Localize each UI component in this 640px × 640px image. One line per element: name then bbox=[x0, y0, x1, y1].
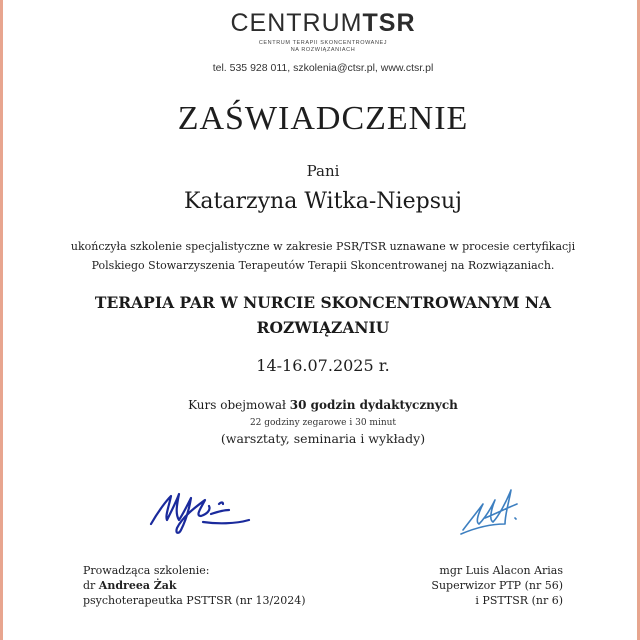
left-signature-stroke bbox=[151, 494, 249, 533]
left-signer-name-line bbox=[83, 578, 343, 593]
course-hours-bold: 30 godzin dydaktycznych bbox=[289, 398, 458, 412]
course-title-line-1: TERAPIA PAR W NURCIE SKONCENTROWANYM NA bbox=[94, 293, 552, 312]
logo-wordmark-bold: TSR bbox=[362, 9, 416, 37]
left-signature-image bbox=[145, 480, 255, 540]
recipient-name: Katarzyna Witka-Niepsuj bbox=[184, 189, 462, 214]
left-signer-title: dr bbox=[83, 579, 99, 592]
right-signer-block bbox=[343, 563, 563, 608]
right-signer-role: Superwizor PTP (nr 56) bbox=[431, 579, 563, 592]
right-signer-name: mgr Luis Alacon Arias bbox=[439, 564, 563, 577]
right-signature-image bbox=[455, 478, 545, 538]
left-signer-block bbox=[83, 563, 343, 608]
salutation: Pani bbox=[306, 162, 340, 180]
course-hours-prefix: Kurs obejmował bbox=[188, 398, 290, 412]
left-signer-name: Andreea Żak bbox=[98, 579, 177, 592]
course-format: (warsztaty, seminaria i wykłady) bbox=[220, 431, 426, 446]
clock-hours: 22 godziny zegarowe i 30 minut bbox=[249, 418, 397, 428]
certificate-title: ZAŚWIADCZENIE bbox=[177, 100, 469, 137]
logo-wordmark-light: CENTRUM bbox=[230, 9, 363, 37]
left-signer-role: Prowadząca szkolenie: bbox=[83, 564, 210, 577]
course-dates: 14-16.07.2025 r. bbox=[256, 356, 390, 375]
course-title-line-2: ROZWIĄZANIU bbox=[256, 318, 390, 337]
organization-logo bbox=[3, 8, 640, 54]
completion-statement bbox=[63, 237, 583, 275]
right-signature-stroke bbox=[461, 490, 517, 534]
completion-line-1: ukończyła szkolenie specjalistyczne w zakresie PSR/TSR uznawane w procesie certyfikacji bbox=[70, 240, 576, 253]
right-signer-credential: i PSTTSR (nr 6) bbox=[475, 594, 563, 607]
completion-line-2: Polskiego Stowarzyszenia Terapeutów Terapii Skoncentrowanej na Rozwiązaniach. bbox=[91, 259, 555, 272]
logo-subtitle-line2: NA ROZWIĄZANIACH bbox=[290, 47, 356, 53]
logo-subtitle-line1: CENTRUM TERAPII SKONCENTROWANEJ bbox=[258, 40, 388, 46]
course-hours bbox=[3, 398, 640, 412]
contact-line: tel. 535 928 011, szkolenia@ctsr.pl, www.ctsr.pl bbox=[212, 62, 434, 74]
left-signer-credential: psychoterapeutka PSTTSR (nr 13/2024) bbox=[83, 594, 306, 607]
logo-wordmark bbox=[3, 8, 640, 38]
course-title bbox=[63, 290, 583, 340]
